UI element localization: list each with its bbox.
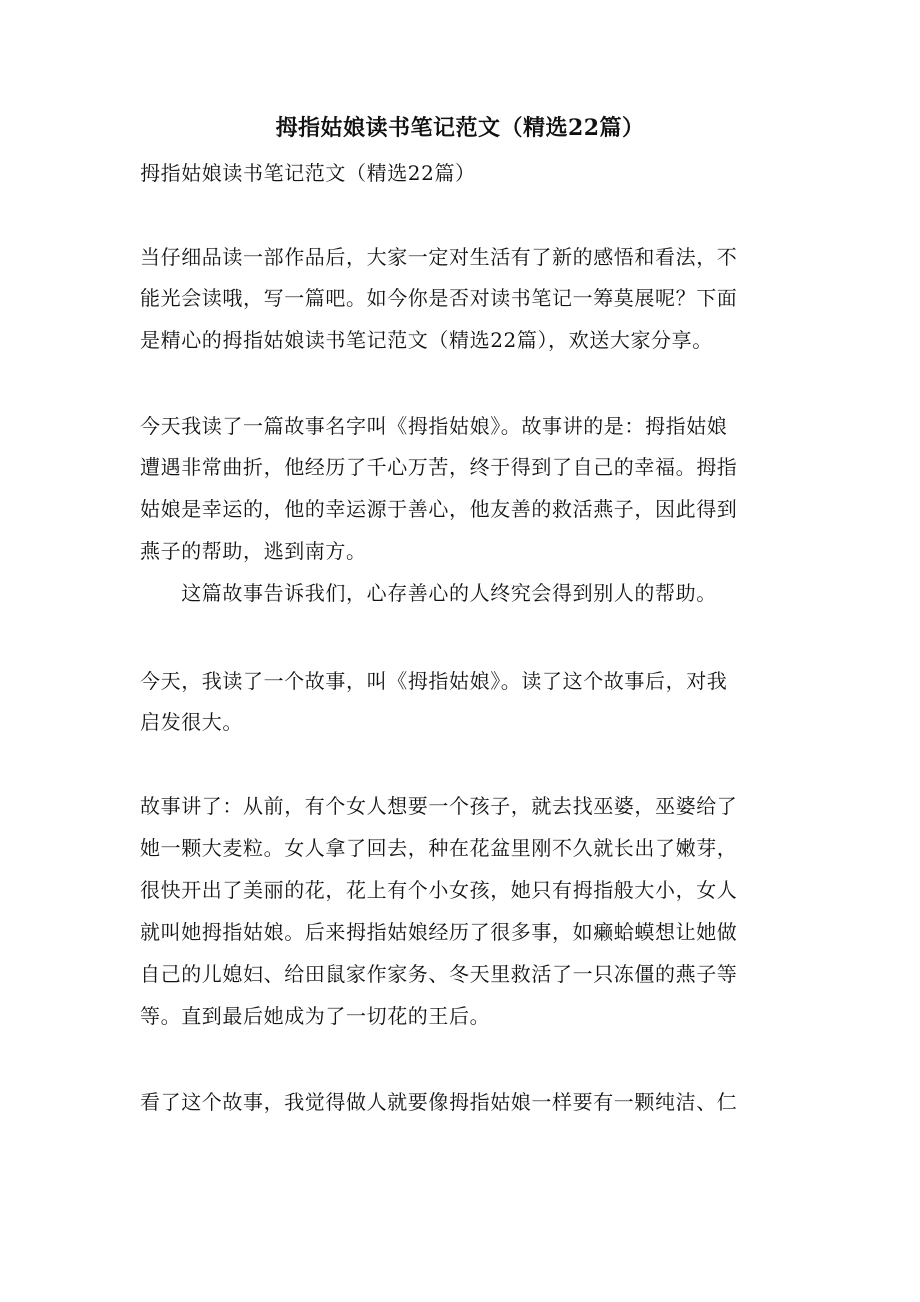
paragraph-line: 很快开出了美丽的花，花上有个小女孩，她只有拇指般大小，女人 <box>140 878 738 902</box>
paragraph-line: 遭遇非常曲折，他经历了千心万苦，终于得到了自己的幸福。拇指 <box>140 455 738 479</box>
paragraph-line: 她一颗大麦粒。女人拿了回去，种在花盆里刚不久就长出了嫩芽， <box>140 836 738 860</box>
paragraph-line: 能光会读哦，写一篇吧。如今你是否对读书笔记一筹莫展呢？下面 <box>140 286 738 310</box>
paragraph-line: 今天，我读了一个故事，叫《拇指姑娘》。读了这个故事后，对我 <box>140 669 728 693</box>
paragraph-line: 启发很大。 <box>140 710 243 734</box>
paragraph-line: 看了这个故事，我觉得做人就要像拇指姑娘一样要有一颗纯洁、仁 <box>140 1090 738 1114</box>
paragraph-line: 今天我读了一篇故事名字叫《拇指姑娘》。故事讲的是：拇指姑娘 <box>140 414 728 438</box>
document-title: 拇指姑娘读书笔记范文（精选22篇） <box>275 115 645 141</box>
paragraph-line: 这篇故事告诉我们，心存善心的人终究会得到别人的帮助。 <box>140 581 717 605</box>
paragraph-line: 当仔细品读一部作品后，大家一定对生活有了新的感悟和看法，不 <box>140 245 738 269</box>
paragraph-line: 姑娘是幸运的，他的幸运源于善心，他友善的救活燕子，因此得到 <box>140 497 738 521</box>
paragraph-line: 是精心的拇指姑娘读书笔记范文（精选22篇），欢送大家分享。 <box>140 328 713 352</box>
paragraph-line: 等。直到最后她成为了一切花的王后。 <box>140 1004 491 1028</box>
paragraph-line: 故事讲了：从前，有个女人想要一个孩子，就去找巫婆，巫婆给了 <box>140 794 738 818</box>
paragraph-line: 自己的儿媳妇、给田鼠家作家务、冬天里救活了一只冻僵的燕子等 <box>140 962 738 986</box>
document-subtitle: 拇指姑娘读书笔记范文（精选22篇） <box>140 161 476 185</box>
paragraph-line: 就叫她拇指姑娘。后来拇指姑娘经历了很多事，如癞蛤蟆想让她做 <box>140 920 738 944</box>
paragraph-line: 燕子的帮助，逃到南方。 <box>140 539 367 563</box>
